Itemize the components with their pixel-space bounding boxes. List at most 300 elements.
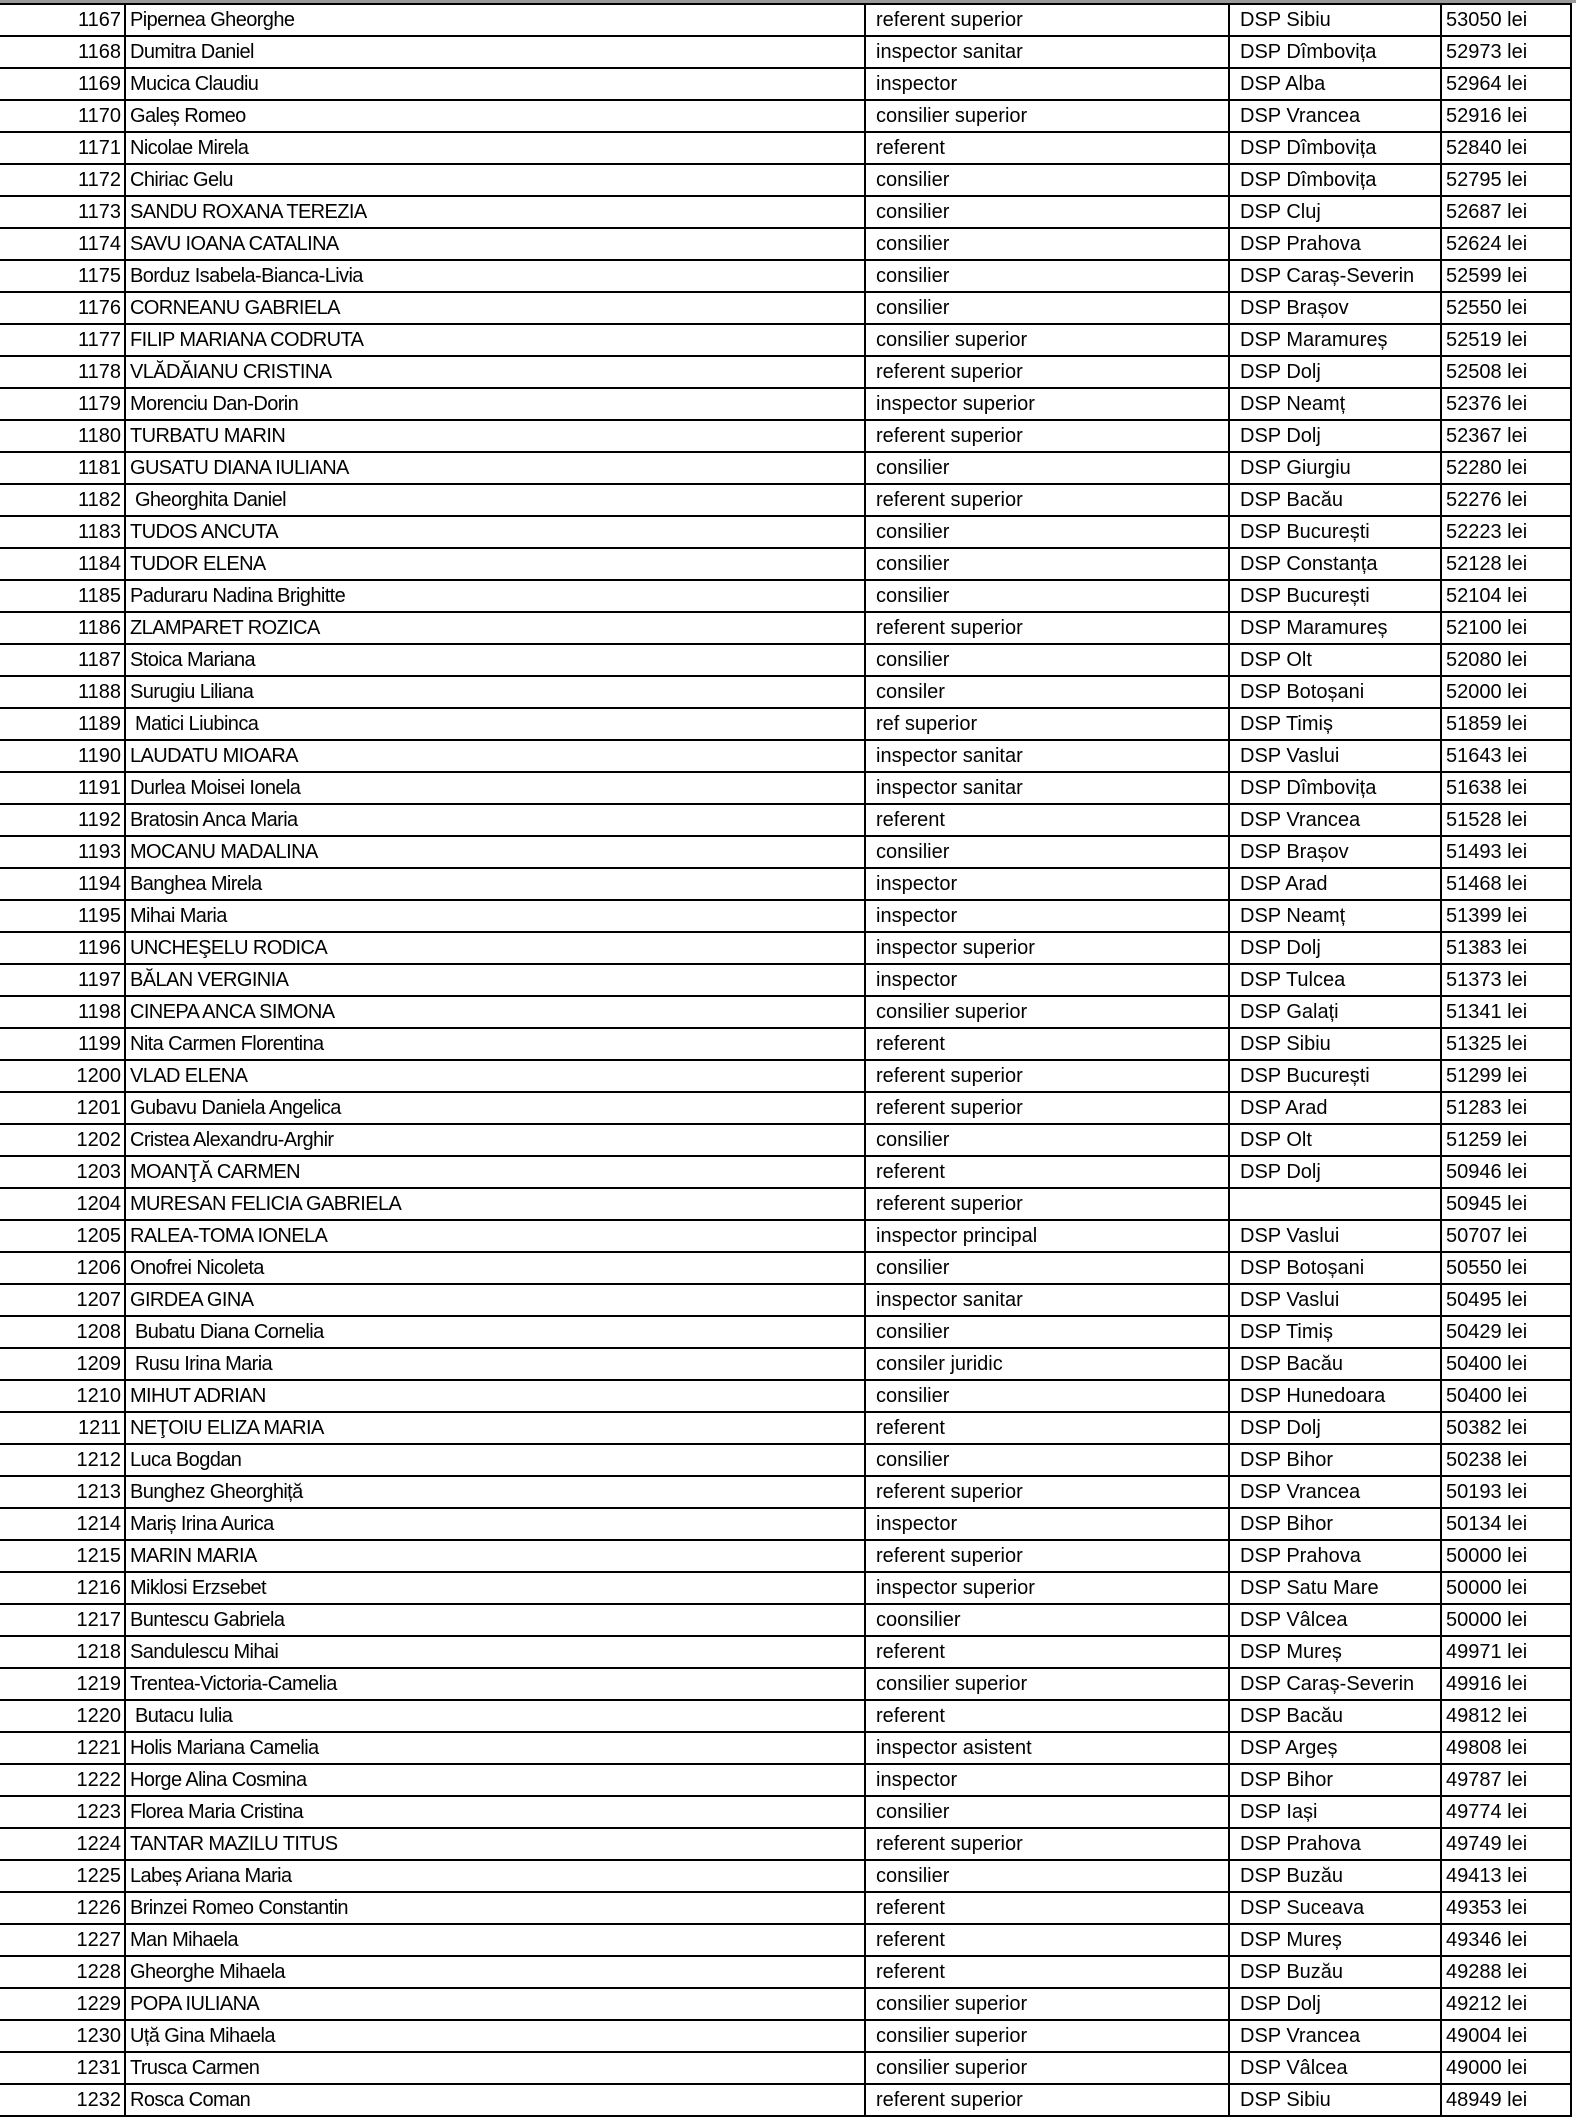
table-row [0, 1508, 1571, 1540]
salary-cell: 51373 lei [1441, 964, 1571, 996]
row-number-cell: 1217 [0, 1604, 125, 1636]
row-number-cell: 1216 [0, 1572, 125, 1604]
row-number-cell: 1184 [0, 548, 125, 580]
institution-cell: DSP Maramureș [1229, 324, 1441, 356]
position-cell: inspector [865, 68, 1229, 100]
name-cell: Miklosi Erzsebet [125, 1572, 865, 1604]
institution-cell: DSP Bacău [1229, 484, 1441, 516]
name-cell: UNCHEŞELU RODICA [125, 932, 865, 964]
salary-cell: 51493 lei [1441, 836, 1571, 868]
table-row [0, 164, 1571, 196]
salary-cell: 52276 lei [1441, 484, 1571, 516]
row-number-cell: 1183 [0, 516, 125, 548]
name-cell: Rosca Coman [125, 2084, 865, 2116]
name-cell: Holis Mariana Camelia [125, 1732, 865, 1764]
name-cell: Onofrei Nicoleta [125, 1252, 865, 1284]
name-cell: Borduz Isabela-Bianca-Livia [125, 260, 865, 292]
position-cell: consilier [865, 836, 1229, 868]
row-number-cell: 1170 [0, 100, 125, 132]
table-row [0, 260, 1571, 292]
position-cell: consilier [865, 452, 1229, 484]
salary-cell: 52687 lei [1441, 196, 1571, 228]
table-row [0, 676, 1571, 708]
name-cell: Rusu Irina Maria [125, 1348, 865, 1380]
salary-cell: 51399 lei [1441, 900, 1571, 932]
institution-cell: DSP Constanța [1229, 548, 1441, 580]
table-row [0, 548, 1571, 580]
salary-cell: 49971 lei [1441, 1636, 1571, 1668]
table-row [0, 420, 1571, 452]
row-number-cell: 1197 [0, 964, 125, 996]
name-cell: Stoica Mariana [125, 644, 865, 676]
row-number-cell: 1173 [0, 196, 125, 228]
institution-cell: DSP Botoșani [1229, 676, 1441, 708]
name-cell: MOCANU MADALINA [125, 836, 865, 868]
table-row [0, 1252, 1571, 1284]
salary-cell: 51283 lei [1441, 1092, 1571, 1124]
name-cell: Buntescu Gabriela [125, 1604, 865, 1636]
institution-cell: DSP Bacău [1229, 1700, 1441, 1732]
salary-cell: 51383 lei [1441, 932, 1571, 964]
salary-cell: 50429 lei [1441, 1316, 1571, 1348]
salary-cell: 52367 lei [1441, 420, 1571, 452]
institution-cell: DSP Neamț [1229, 388, 1441, 420]
institution-cell: DSP Giurgiu [1229, 452, 1441, 484]
position-cell: referent superior [865, 484, 1229, 516]
institution-cell: DSP Buzău [1229, 1956, 1441, 1988]
name-cell: Nita Carmen Florentina [125, 1028, 865, 1060]
position-cell: referent superior [865, 1060, 1229, 1092]
position-cell: inspector [865, 1764, 1229, 1796]
table-row [0, 36, 1571, 68]
row-number-cell: 1177 [0, 324, 125, 356]
name-cell: TANTAR MAZILU TITUS [125, 1828, 865, 1860]
institution-cell: DSP Neamț [1229, 900, 1441, 932]
institution-cell: DSP Dolj [1229, 1988, 1441, 2020]
salary-cell: 49212 lei [1441, 1988, 1571, 2020]
table-row [0, 1668, 1571, 1700]
row-number-cell: 1225 [0, 1860, 125, 1892]
name-cell: Cristea Alexandru-Arghir [125, 1124, 865, 1156]
position-cell: consilier superior [865, 324, 1229, 356]
position-cell: inspector superior [865, 388, 1229, 420]
institution-cell: DSP Caraș-Severin [1229, 1668, 1441, 1700]
row-number-cell: 1181 [0, 452, 125, 484]
institution-cell: DSP Dolj [1229, 932, 1441, 964]
name-cell: Butacu Iulia [125, 1700, 865, 1732]
table-row [0, 836, 1571, 868]
institution-cell: DSP Brașov [1229, 836, 1441, 868]
table-row [0, 196, 1571, 228]
salary-cell: 49749 lei [1441, 1828, 1571, 1860]
salary-cell: 52795 lei [1441, 164, 1571, 196]
row-number-cell: 1206 [0, 1252, 125, 1284]
institution-cell: DSP Tulcea [1229, 964, 1441, 996]
institution-cell: DSP Suceava [1229, 1892, 1441, 1924]
salary-cell: 52128 lei [1441, 548, 1571, 580]
salary-cell: 53050 lei [1441, 4, 1571, 36]
position-cell: consilier superior [865, 100, 1229, 132]
table-row [0, 2020, 1571, 2052]
table-row [0, 1348, 1571, 1380]
salary-cell: 49288 lei [1441, 1956, 1571, 1988]
row-number-cell: 1208 [0, 1316, 125, 1348]
name-cell: MOANŢĂ CARMEN [125, 1156, 865, 1188]
table-row [0, 324, 1571, 356]
name-cell: Surugiu Liliana [125, 676, 865, 708]
table-row [0, 644, 1571, 676]
salary-cell: 51643 lei [1441, 740, 1571, 772]
salary-cell: 51325 lei [1441, 1028, 1571, 1060]
name-cell: BĂLAN VERGINIA [125, 964, 865, 996]
name-cell: Bratosin Anca Maria [125, 804, 865, 836]
name-cell: Labeș Ariana Maria [125, 1860, 865, 1892]
table-row [0, 1828, 1571, 1860]
institution-cell: DSP Hunedoara [1229, 1380, 1441, 1412]
row-number-cell: 1193 [0, 836, 125, 868]
row-number-cell: 1195 [0, 900, 125, 932]
name-cell: TURBATU MARIN [125, 420, 865, 452]
name-cell: ZLAMPARET ROZICA [125, 612, 865, 644]
institution-cell: DSP Alba [1229, 68, 1441, 100]
position-cell: consilier [865, 228, 1229, 260]
table-row [0, 516, 1571, 548]
institution-cell: DSP Buzău [1229, 1860, 1441, 1892]
salary-cell: 49000 lei [1441, 2052, 1571, 2084]
position-cell: consilier [865, 1124, 1229, 1156]
name-cell: VLAD ELENA [125, 1060, 865, 1092]
institution-cell: DSP Prahova [1229, 1540, 1441, 1572]
salary-cell: 50193 lei [1441, 1476, 1571, 1508]
row-number-cell: 1167 [0, 4, 125, 36]
name-cell: SAVU IOANA CATALINA [125, 228, 865, 260]
position-cell: referent superior [865, 1476, 1229, 1508]
position-cell: consilier [865, 1444, 1229, 1476]
name-cell: Banghea Mirela [125, 868, 865, 900]
table-row [0, 740, 1571, 772]
row-number-cell: 1192 [0, 804, 125, 836]
table-row [0, 1476, 1571, 1508]
institution-cell: DSP Botoșani [1229, 1252, 1441, 1284]
row-number-cell: 1171 [0, 132, 125, 164]
table-row [0, 452, 1571, 484]
row-number-cell: 1204 [0, 1188, 125, 1220]
row-number-cell: 1194 [0, 868, 125, 900]
row-number-cell: 1189 [0, 708, 125, 740]
table-row [0, 228, 1571, 260]
table-row [0, 1188, 1571, 1220]
row-number-cell: 1201 [0, 1092, 125, 1124]
name-cell: SANDU ROXANA TEREZIA [125, 196, 865, 228]
salary-cell: 50707 lei [1441, 1220, 1571, 1252]
table-row [0, 1060, 1571, 1092]
name-cell: Bubatu Diana Cornelia [125, 1316, 865, 1348]
institution-cell: DSP București [1229, 1060, 1441, 1092]
salary-cell: 52519 lei [1441, 324, 1571, 356]
row-number-cell: 1207 [0, 1284, 125, 1316]
row-number-cell: 1224 [0, 1828, 125, 1860]
position-cell: referent superior [865, 1540, 1229, 1572]
institution-cell: DSP Bihor [1229, 1444, 1441, 1476]
row-number-cell: 1179 [0, 388, 125, 420]
name-cell: VLĂDĂIANU CRISTINA [125, 356, 865, 388]
salary-cell: 51859 lei [1441, 708, 1571, 740]
position-cell: inspector asistent [865, 1732, 1229, 1764]
salary-cell: 49413 lei [1441, 1860, 1571, 1892]
table-row [0, 1316, 1571, 1348]
institution-cell: DSP Dolj [1229, 1412, 1441, 1444]
salary-cell: 49808 lei [1441, 1732, 1571, 1764]
table-row [0, 996, 1571, 1028]
institution-cell: DSP Satu Mare [1229, 1572, 1441, 1604]
salary-cell: 51341 lei [1441, 996, 1571, 1028]
position-cell: consilier superior [865, 996, 1229, 1028]
row-number-cell: 1231 [0, 2052, 125, 2084]
table-row [0, 1124, 1571, 1156]
table-row [0, 1732, 1571, 1764]
position-cell: consilier [865, 644, 1229, 676]
name-cell: Mucica Claudiu [125, 68, 865, 100]
position-cell: inspector sanitar [865, 772, 1229, 804]
position-cell: referent superior [865, 2084, 1229, 2116]
position-cell: referent [865, 804, 1229, 836]
position-cell: inspector [865, 964, 1229, 996]
position-cell: referent [865, 1028, 1229, 1060]
institution-cell: DSP Vrancea [1229, 804, 1441, 836]
name-cell: NEŢOIU ELIZA MARIA [125, 1412, 865, 1444]
table-row [0, 68, 1571, 100]
position-cell: consiler [865, 676, 1229, 708]
institution-cell: DSP Bacău [1229, 1348, 1441, 1380]
position-cell: referent [865, 132, 1229, 164]
position-cell: inspector principal [865, 1220, 1229, 1252]
table-row [0, 1220, 1571, 1252]
salary-cell: 52599 lei [1441, 260, 1571, 292]
row-number-cell: 1172 [0, 164, 125, 196]
salary-cell: 49353 lei [1441, 1892, 1571, 1924]
institution-cell: DSP Dîmbovița [1229, 164, 1441, 196]
salary-cell: 49916 lei [1441, 1668, 1571, 1700]
institution-cell: DSP Vrancea [1229, 100, 1441, 132]
name-cell: Horge Alina Cosmina [125, 1764, 865, 1796]
name-cell: Gheorghita Daniel [125, 484, 865, 516]
table-row [0, 868, 1571, 900]
row-number-cell: 1221 [0, 1732, 125, 1764]
salary-cell: 52376 lei [1441, 388, 1571, 420]
name-cell: Bunghez Gheorghiță [125, 1476, 865, 1508]
table-row [0, 1444, 1571, 1476]
table-row [0, 1636, 1571, 1668]
institution-cell: DSP Sibiu [1229, 1028, 1441, 1060]
table-body [0, 4, 1571, 2116]
position-cell: inspector [865, 868, 1229, 900]
name-cell: GUSATU DIANA IULIANA [125, 452, 865, 484]
position-cell: consilier superior [865, 2052, 1229, 2084]
table-row [0, 580, 1571, 612]
institution-cell: DSP Argeș [1229, 1732, 1441, 1764]
position-cell: inspector superior [865, 932, 1229, 964]
position-cell: consilier [865, 1860, 1229, 1892]
name-cell: Brinzei Romeo Constantin [125, 1892, 865, 1924]
table-row [0, 2052, 1571, 2084]
salary-cell: 51528 lei [1441, 804, 1571, 836]
salary-cell: 52100 lei [1441, 612, 1571, 644]
institution-cell: DSP Dolj [1229, 1156, 1441, 1188]
position-cell: inspector sanitar [865, 1284, 1229, 1316]
salary-cell: 51299 lei [1441, 1060, 1571, 1092]
position-cell: consilier superior [865, 1668, 1229, 1700]
row-number-cell: 1219 [0, 1668, 125, 1700]
institution-cell: DSP Iași [1229, 1796, 1441, 1828]
table-row [0, 1924, 1571, 1956]
row-number-cell: 1191 [0, 772, 125, 804]
row-number-cell: 1186 [0, 612, 125, 644]
name-cell: Luca Bogdan [125, 1444, 865, 1476]
name-cell: CORNEANU GABRIELA [125, 292, 865, 324]
position-cell: inspector [865, 1508, 1229, 1540]
salary-cell: 50238 lei [1441, 1444, 1571, 1476]
row-number-cell: 1226 [0, 1892, 125, 1924]
row-number-cell: 1202 [0, 1124, 125, 1156]
institution-cell: DSP Bihor [1229, 1508, 1441, 1540]
row-number-cell: 1196 [0, 932, 125, 964]
row-number-cell: 1232 [0, 2084, 125, 2116]
name-cell: MIHUT ADRIAN [125, 1380, 865, 1412]
position-cell: consilier [865, 292, 1229, 324]
row-number-cell: 1230 [0, 2020, 125, 2052]
position-cell: referent superior [865, 1092, 1229, 1124]
name-cell: MARIN MARIA [125, 1540, 865, 1572]
table-row [0, 388, 1571, 420]
institution-cell: DSP Vaslui [1229, 1284, 1441, 1316]
salary-cell: 49004 lei [1441, 2020, 1571, 2052]
position-cell: consilier superior [865, 1988, 1229, 2020]
institution-cell: DSP Sibiu [1229, 2084, 1441, 2116]
name-cell: TUDOS ANCUTA [125, 516, 865, 548]
salary-cell: 52624 lei [1441, 228, 1571, 260]
row-number-cell: 1190 [0, 740, 125, 772]
row-number-cell: 1176 [0, 292, 125, 324]
name-cell: MURESAN FELICIA GABRIELA [125, 1188, 865, 1220]
position-cell: consilier [865, 516, 1229, 548]
institution-cell: DSP Vrancea [1229, 1476, 1441, 1508]
table-row [0, 1412, 1571, 1444]
row-number-cell: 1215 [0, 1540, 125, 1572]
row-number-cell: 1222 [0, 1764, 125, 1796]
row-number-cell: 1223 [0, 1796, 125, 1828]
table-row [0, 1860, 1571, 1892]
table-row [0, 804, 1571, 836]
salary-cell: 50000 lei [1441, 1540, 1571, 1572]
institution-cell: DSP Olt [1229, 1124, 1441, 1156]
institution-cell: DSP Maramureș [1229, 612, 1441, 644]
table-row [0, 1764, 1571, 1796]
salary-cell: 52550 lei [1441, 292, 1571, 324]
position-cell: referent [865, 1636, 1229, 1668]
salary-cell: 50550 lei [1441, 1252, 1571, 1284]
table-row [0, 1092, 1571, 1124]
row-number-cell: 1211 [0, 1412, 125, 1444]
position-cell: consilier [865, 1796, 1229, 1828]
table-row [0, 4, 1571, 36]
name-cell: Mariș Irina Aurica [125, 1508, 865, 1540]
name-cell: FILIP MARIANA CODRUTA [125, 324, 865, 356]
row-number-cell: 1168 [0, 36, 125, 68]
table-row [0, 772, 1571, 804]
salary-cell: 50495 lei [1441, 1284, 1571, 1316]
institution-cell: DSP București [1229, 516, 1441, 548]
salary-cell: 48949 lei [1441, 2084, 1571, 2116]
row-number-cell: 1174 [0, 228, 125, 260]
position-cell: inspector sanitar [865, 740, 1229, 772]
name-cell: TUDOR ELENA [125, 548, 865, 580]
position-cell: consilier [865, 1316, 1229, 1348]
institution-cell: DSP Cluj [1229, 196, 1441, 228]
name-cell: Paduraru Nadina Brighitte [125, 580, 865, 612]
name-cell: CINEPA ANCA SIMONA [125, 996, 865, 1028]
name-cell: Chiriac Gelu [125, 164, 865, 196]
position-cell: consilier [865, 580, 1229, 612]
row-number-cell: 1199 [0, 1028, 125, 1060]
row-number-cell: 1209 [0, 1348, 125, 1380]
table-row [0, 1988, 1571, 2020]
name-cell: RALEA-TOMA IONELA [125, 1220, 865, 1252]
salary-table [0, 3, 1572, 2117]
name-cell: Nicolae Mirela [125, 132, 865, 164]
table-row [0, 932, 1571, 964]
name-cell: Dumitra Daniel [125, 36, 865, 68]
position-cell: consiler juridic [865, 1348, 1229, 1380]
name-cell: Trentea-Victoria-Camelia [125, 1668, 865, 1700]
position-cell: consilier [865, 260, 1229, 292]
institution-cell: DSP Prahova [1229, 228, 1441, 260]
salary-cell: 50400 lei [1441, 1380, 1571, 1412]
table-row [0, 1572, 1571, 1604]
row-number-cell: 1214 [0, 1508, 125, 1540]
name-cell: Pipernea Gheorghe [125, 4, 865, 36]
institution-cell: DSP Dîmbovița [1229, 132, 1441, 164]
table-row [0, 1956, 1571, 1988]
name-cell: LAUDATU MIOARA [125, 740, 865, 772]
institution-cell: DSP Dolj [1229, 356, 1441, 388]
salary-cell: 52223 lei [1441, 516, 1571, 548]
institution-cell: DSP Brașov [1229, 292, 1441, 324]
position-cell: referent superior [865, 1828, 1229, 1860]
row-number-cell: 1187 [0, 644, 125, 676]
name-cell: Uță Gina Mihaela [125, 2020, 865, 2052]
table-row [0, 1284, 1571, 1316]
table-row [0, 1892, 1571, 1924]
row-number-cell: 1203 [0, 1156, 125, 1188]
table-row [0, 1540, 1571, 1572]
position-cell: referent superior [865, 1188, 1229, 1220]
salary-cell: 52964 lei [1441, 68, 1571, 100]
position-cell: referent [865, 1892, 1229, 1924]
position-cell: referent superior [865, 420, 1229, 452]
salary-cell: 51468 lei [1441, 868, 1571, 900]
table-row [0, 1700, 1571, 1732]
name-cell: Gheorghe Mihaela [125, 1956, 865, 1988]
name-cell: Man Mihaela [125, 1924, 865, 1956]
name-cell: Sandulescu Mihai [125, 1636, 865, 1668]
name-cell: Trusca Carmen [125, 2052, 865, 2084]
table-row [0, 1028, 1571, 1060]
institution-cell: DSP Vâlcea [1229, 2052, 1441, 2084]
row-number-cell: 1185 [0, 580, 125, 612]
name-cell: Durlea Moisei Ionela [125, 772, 865, 804]
table-row [0, 964, 1571, 996]
row-number-cell: 1212 [0, 1444, 125, 1476]
